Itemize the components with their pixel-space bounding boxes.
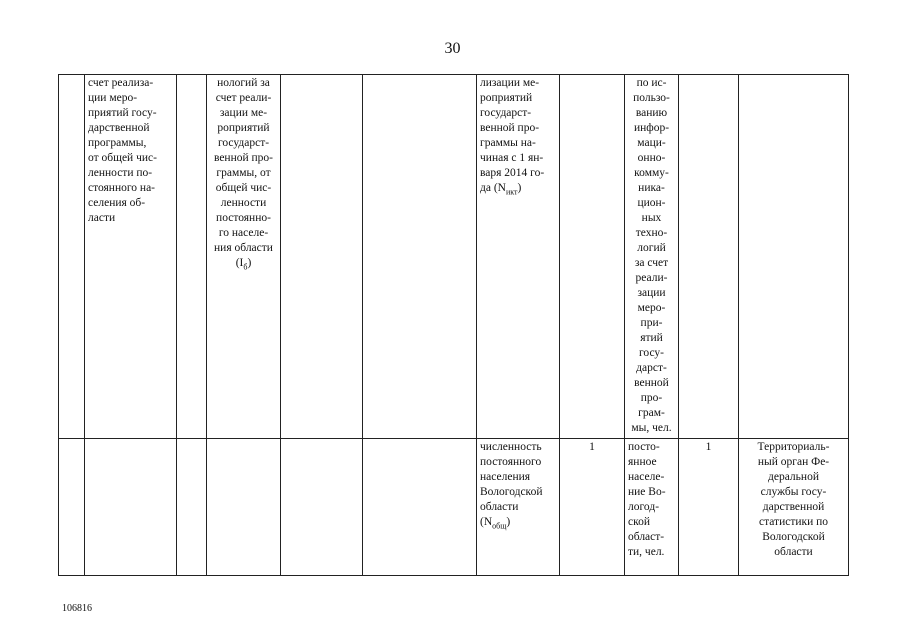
- indicator-symbol-subscript: б: [243, 262, 248, 272]
- variable-value: 1: [705, 441, 712, 453]
- table-cell: [679, 75, 739, 439]
- table-row: [59, 75, 849, 439]
- variable-text: численность постоянного населения Вологодской области (N: [480, 441, 543, 528]
- table-cell: [177, 439, 207, 576]
- table-cell: [625, 439, 679, 576]
- table-cell: [85, 75, 177, 439]
- table-cell: [281, 439, 363, 576]
- variable-description: [480, 76, 556, 196]
- variable-value: 1: [589, 441, 595, 453]
- indicator-formula-text: нологий за счет реали- зации ме- роприятий государст- венной про- граммы, от общей чис- ленности постоянно- го населе- ния области (I: [213, 77, 274, 269]
- page-number: 30: [444, 40, 461, 57]
- table-cell: [363, 75, 477, 439]
- variable-close: ): [517, 182, 522, 194]
- table-cell: [560, 75, 625, 439]
- variable-unit-description: по ис- пользо- ванию инфор- маци- онно- комму- ника- цион- ных техно- логий за счет реали- зации меро- при- ятий госу- дарст- венной про- грам- мы, чел.: [631, 77, 672, 434]
- variable-text: лизации ме- роприятий государст- венной про- граммы на- чиная с 1 ян- варя 2014 го- да (N: [480, 77, 545, 194]
- table-cell: [477, 75, 560, 439]
- variable-description: [480, 440, 556, 530]
- table-cell: [281, 75, 363, 439]
- table-cell: [625, 75, 679, 439]
- data-source: Территориаль- ный орган Фе- деральной службы госу- дарственной статистики по Вологодской области: [757, 441, 830, 558]
- table-cell: [59, 75, 85, 439]
- table-cell: [59, 439, 85, 576]
- table-cell: [739, 439, 849, 576]
- table-row: [59, 439, 849, 576]
- table-cell: [85, 439, 177, 576]
- indicator-description: счет реализа- ции меро- приятий госу- дарственной программы, от общей чис- ленности по- стоянного на- селения об- ласти: [88, 77, 157, 224]
- table-cell: [177, 75, 207, 439]
- variable-subscript: общ: [492, 521, 507, 531]
- document-code: 106816: [62, 603, 92, 614]
- table-cell: [207, 439, 281, 576]
- table-cell: [739, 75, 849, 439]
- table-cell: [679, 439, 739, 576]
- variable-subscript: икт: [505, 187, 518, 197]
- variable-close: ): [506, 516, 511, 528]
- variable-unit-description: посто- янное населе- ние Во- логод- ской област- ти, чел.: [628, 441, 666, 558]
- table-cell: [363, 439, 477, 576]
- table-cell: [207, 75, 281, 439]
- table-cell: [560, 439, 625, 576]
- indicator-symbol-close: ): [247, 257, 252, 269]
- indicator-formula-description: [210, 76, 277, 271]
- indicator-table: [58, 74, 849, 576]
- table-cell: [477, 439, 560, 576]
